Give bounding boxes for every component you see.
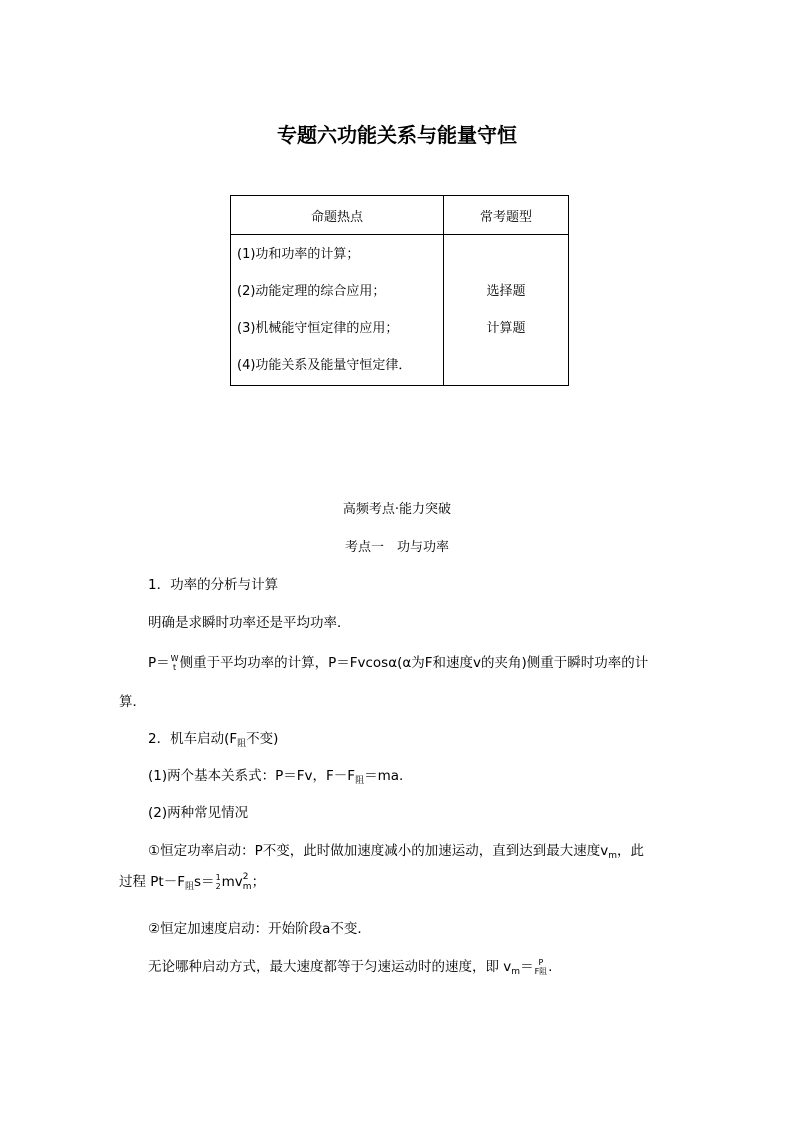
table-header-topics: 命题热点: [231, 196, 444, 235]
paragraph-continued: 算．: [119, 694, 146, 710]
topic-item: (1)功和功率的计算；: [237, 247, 360, 262]
paragraph-process: 过程 $Pt-F_阻s=$ 1 2 mv 2 m ；: [119, 872, 266, 892]
topics-cell: [231, 235, 444, 386]
table-row: [231, 235, 569, 386]
table-header-types: 常考题型: [444, 196, 569, 235]
types-cell: [444, 235, 569, 386]
section-title: 高频考点·能力突破: [342, 502, 452, 517]
type-item: 选择题: [486, 284, 526, 299]
fraction: 1 2: [215, 873, 221, 891]
kaodian-title: 考点一 功与功率: [344, 540, 449, 555]
paragraph-max-speed: 无论哪种启动方式，最大速度都等于匀速运动时的速度，即 $v_m=$ P F阻 .: [148, 958, 553, 977]
topic-table: [230, 195, 569, 386]
type-item: 计算题: [486, 321, 526, 336]
document-title: 专题六功能关系与能量守恒: [277, 123, 517, 147]
paragraph-relations: (1)两个基本关系式：P＝Fv，$F-F_阻=ma$.: [148, 768, 404, 786]
paragraph-constant-accel: ②恒定加速度启动：开始阶段a不变．: [148, 921, 371, 937]
fraction: P F阻: [534, 958, 548, 976]
topic-item: (4)功能关系及能量守恒定律．: [237, 358, 412, 373]
paragraph-constant-power: ①恒定功率启动：P不变，此时做加速度减小的加速运动，直到达到最大速度$v_m$，此: [148, 843, 645, 861]
paragraph: 明确是求瞬时功率还是平均功率．: [148, 615, 351, 631]
topic-item: (2)动能定理的综合应用；: [237, 284, 386, 299]
paragraph: (2)两种常见情况: [148, 805, 249, 821]
paragraph-power-formula: P＝ W t 侧重于平均功率的计算，P＝Fvcosα(α为F和速度v的夹角)侧重于瞬时功率的计: [148, 654, 649, 672]
table-header-row: [231, 196, 569, 235]
fraction: W t: [170, 654, 179, 672]
heading-locomotive: 2．机车启动($F_阻$不变): [148, 731, 279, 749]
heading-power: 1．功率的分析与计算: [148, 577, 279, 593]
topic-item: (3)机械能守恒定律的应用；: [237, 321, 399, 336]
